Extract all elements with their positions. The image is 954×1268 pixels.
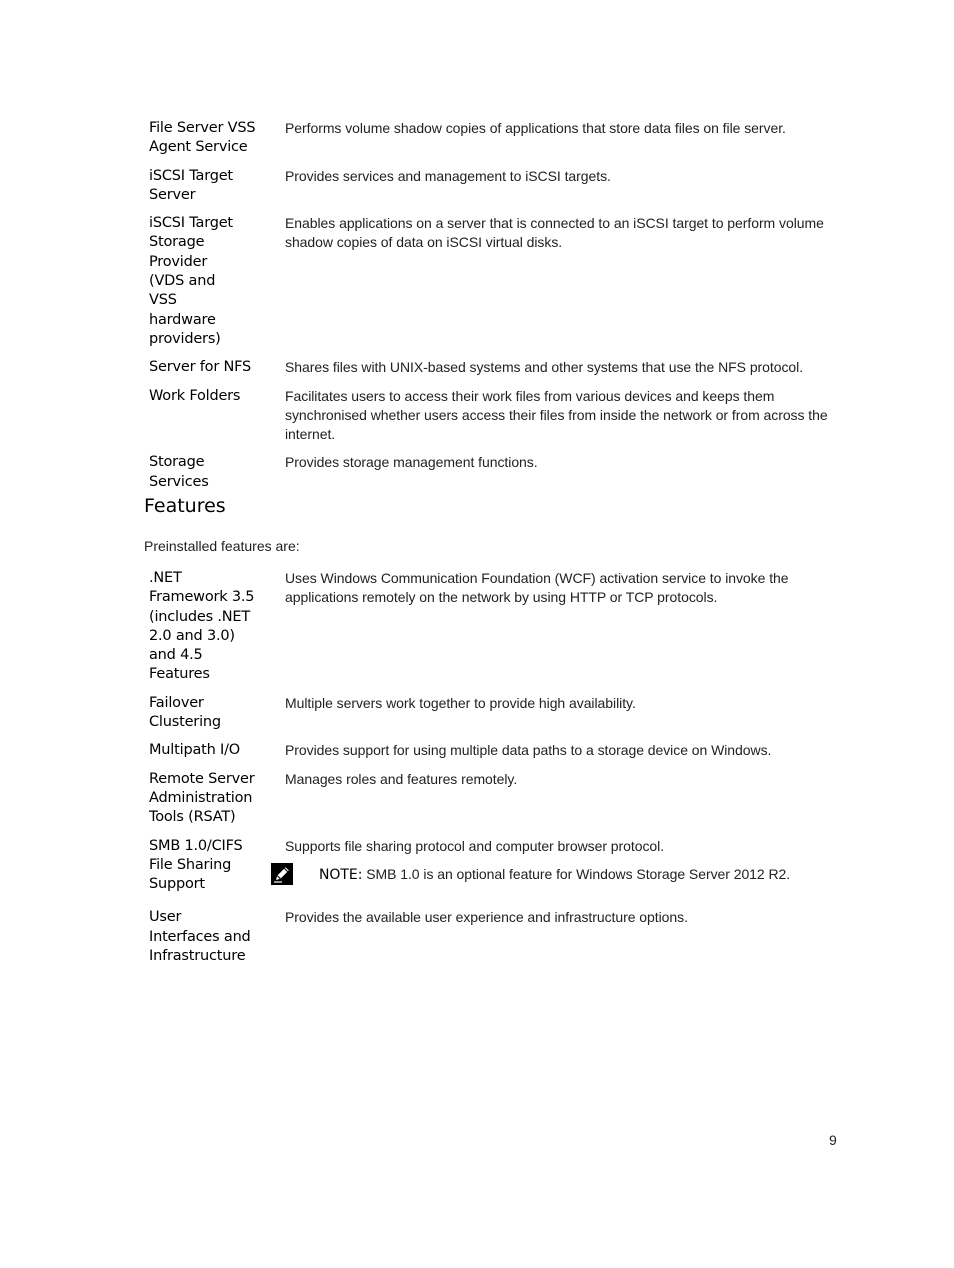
table-row — [149, 453, 839, 492]
table-row — [149, 119, 839, 158]
table-row — [149, 770, 839, 828]
page-number: 9 — [829, 1132, 837, 1148]
term-label: Failover Clustering — [149, 694, 221, 731]
term-description: Provides storage management functions. — [285, 454, 538, 471]
note-label: NOTE: — [319, 866, 363, 883]
term-description: Enables applications on a server that is connected to an iSCSI target to perform volume shadow copies of data on iSCSI virtual disks. — [285, 215, 824, 251]
term-label: .NET Framework 3.5 (includes .NET 2.0 and 3.0) and 4.5 Features — [149, 570, 255, 683]
services-table — [149, 119, 839, 501]
note-callout — [271, 865, 839, 885]
note-pencil-icon — [271, 863, 293, 885]
table-row — [149, 167, 839, 206]
table-row — [149, 741, 839, 760]
term-description: Supports file sharing protocol and computer browser protocol. — [285, 837, 665, 854]
term-description: Provides services and management to iSCSI targets. — [285, 167, 611, 184]
term-description: Provides the available user experience and infrastructure options. — [285, 909, 688, 926]
table-row — [149, 694, 839, 733]
table-row — [149, 214, 839, 349]
term-description: Shares files with UNIX-based systems and other systems that use the NFS protocol. — [285, 359, 804, 376]
section-intro: Preinstalled features are: — [144, 538, 300, 554]
note-text: SMB 1.0 is an optional feature for Windows Storage Server 2012 R2. — [362, 865, 791, 882]
term-label: iSCSI Target Storage Provider (VDS and VSS hardware providers) — [149, 215, 233, 347]
section-heading-features: Features — [144, 495, 226, 517]
table-row — [149, 837, 839, 895]
term-label: Work Folders — [149, 387, 241, 404]
features-table — [149, 569, 839, 975]
table-row — [149, 387, 839, 445]
term-label: Storage Services — [149, 454, 209, 490]
term-description-block — [285, 837, 839, 886]
term-label: iSCSI Target Server — [149, 167, 233, 203]
term-description: Manages roles and features remotely. — [285, 770, 518, 787]
term-description: Performs volume shadow copies of applications that store data files on file server. — [285, 120, 786, 136]
term-label: SMB 1.0/CIFS File Sharing Support — [149, 837, 243, 893]
term-label: User Interfaces and Infrastructure — [149, 909, 251, 965]
note-body — [319, 865, 790, 885]
term-description: Multiple servers work together to provide high availability. — [285, 694, 636, 711]
term-description: Facilitates users to access their work files from various devices and keeps them synchronised whether users access their files from inside the network or from across the internet. — [285, 387, 828, 443]
term-label: Multipath I/O — [149, 742, 240, 759]
term-label: File Server VSS Agent Service — [149, 120, 256, 156]
table-row — [149, 569, 839, 685]
term-label: Remote Server Administration Tools (RSAT) — [149, 770, 255, 826]
term-label: Server for NFS — [149, 359, 252, 376]
term-description: Provides support for using multiple data paths to a storage device on Windows. — [285, 742, 772, 759]
term-description: Uses Windows Communication Foundation (WCF) activation service to invoke the applications remotely on the network by using HTTP or TCP protocols. — [285, 570, 789, 606]
table-row — [149, 908, 839, 966]
table-row — [149, 358, 839, 377]
